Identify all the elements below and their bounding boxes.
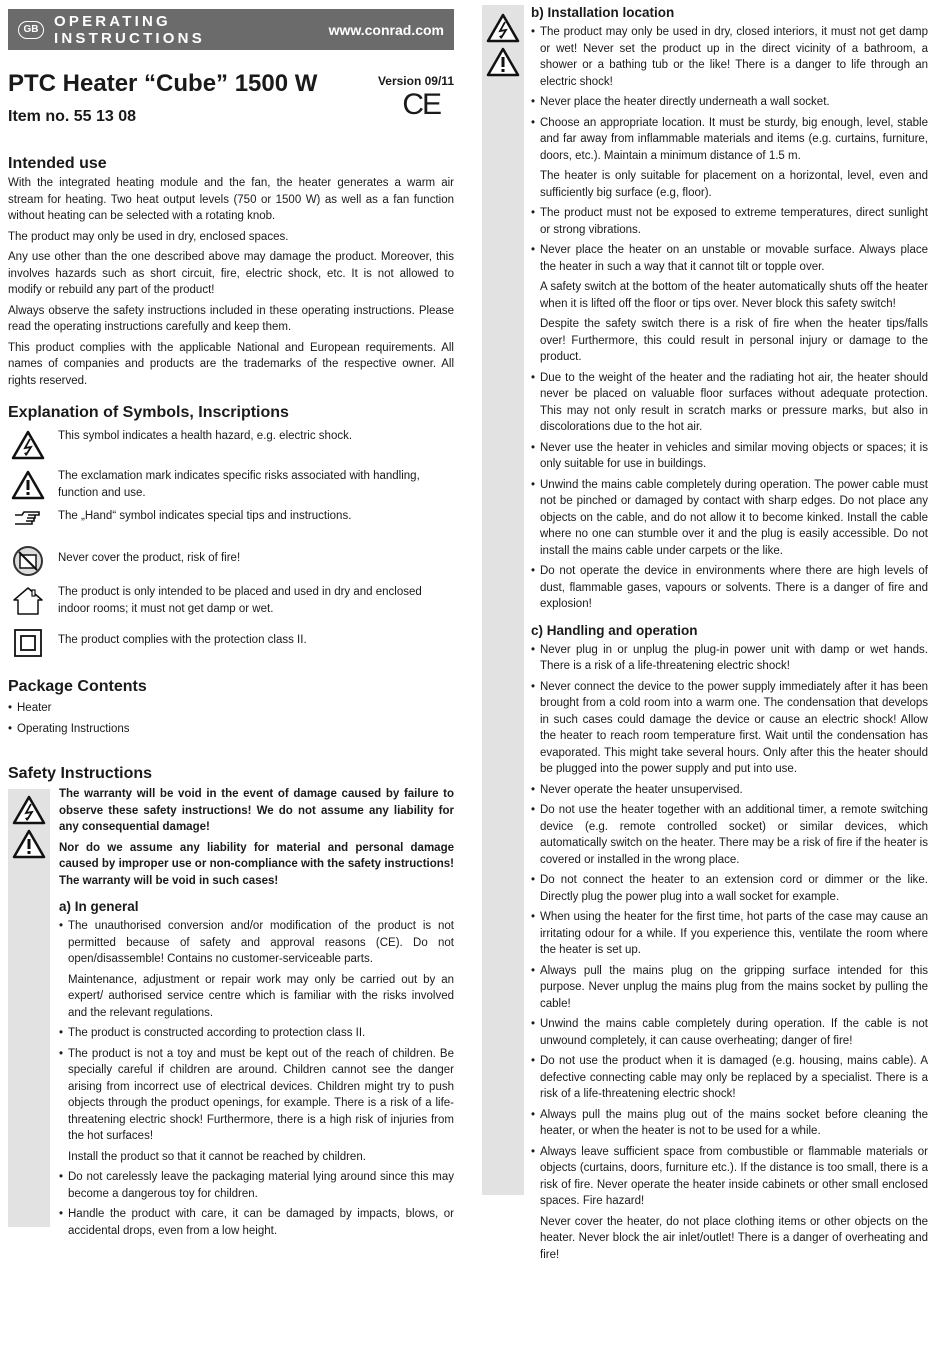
- exclamation-warning-icon: [486, 47, 520, 82]
- product-title: PTC Heater “Cube” 1500 W: [8, 70, 318, 97]
- symbol-description: The „Hand“ symbol indicates special tips and instructions.: [58, 510, 352, 522]
- header-banner: [8, 9, 454, 50]
- do-not-cover-icon: [8, 544, 48, 578]
- paragraph: Always observe the safety instructions included in these operating instructions. Please read the operating instructions carefully and keep them.: [8, 304, 454, 333]
- warning-sidebar: [8, 789, 50, 1227]
- symbol-description: The exclamation mark indicates specific risks associated with handling, function and use.: [58, 470, 420, 499]
- symbol-description: This symbol indicates a health hazard, e.g. electric shock.: [58, 430, 353, 442]
- list-item: • The product may only be used in dry, closed interiors, it must not get damp or wet! Never set the product up in the direct vicinity of a bathroom, a shower or a bathing tub or the like! There is a danger to life through an electric shock!: [531, 26, 928, 88]
- symbol-description: Never cover the product, risk of fire!: [58, 552, 241, 564]
- list-item: • Do not connect the heater to an extension cord or dimmer or the like. Directly plug the power plug into a wall socket for example.: [531, 874, 928, 903]
- exclamation-warning-icon: [12, 829, 46, 864]
- subsection-heading: a) In general: [59, 899, 139, 914]
- lightning-warning-icon: [12, 795, 46, 830]
- list-item: • The product is not a toy and must be kept out of the reach of children. Be specially careful if children are around. Children cannot see the danger arising from incorrect use of electrical devices. Children might try to push objects through the product openings, for example. There is a risk of a life-threatening electric shock! Furthermore, there is a high risk of injuries from the hot surfaces! Install the product so that it cannot be reached by children.: [59, 1047, 454, 1163]
- list-item: • Never plug in or unplug the plug-in power unit with damp or wet hands. There is a risk of a life-threatening electric shock!: [531, 643, 928, 672]
- list-item: • The product must not be exposed to extreme temperatures, direct sunlight or strong vibrations.: [531, 207, 928, 236]
- symbol-description: The product complies with the protection class II.: [58, 634, 307, 646]
- warning-text: Nor do we assume any liability for material and personal damage caused by improper use or non-compliance with the safety instructions! The warranty will be void in such cases!: [59, 841, 454, 887]
- list-item: • Never use the heater in vehicles and similar moving objects or spaces; it is only suitable for use in buildings.: [531, 441, 928, 470]
- safety-instructions-section: [8, 765, 454, 1237]
- paragraph: Any use other than the one described above may damage the product. Moreover, this involves hazards such as short circuit, fire, electric shock, etc. It is not allowed to modify or rebuild any part of the product!: [8, 251, 454, 296]
- list-item: • Due to the weight of the heater and the radiating hot air, the heater should never be placed on valuable floor surfaces without adequate protection. This may not only result in scratch marks or pressure marks, but also in discolorations due to the hot air.: [531, 371, 928, 433]
- protection-class-ii-icon: [8, 626, 48, 660]
- list-item: • The unauthorised conversion and/or modification of the product is not permitted because of safety and approval reasons (CE). Do not open/disassemble! Contains no customer-serviceable parts. Maintenance, adjustment or repair work may only be carried out by an expert/ authorised service centre which is familiar with the risks involved and the relevant regulations.: [59, 920, 454, 1019]
- list-item: • Operating Instructions: [8, 722, 130, 735]
- symbol-row: [8, 584, 454, 626]
- country-badge: GB: [18, 21, 44, 39]
- list-item: • Always leave sufficient space from combustible or flammable materials or objects (curtains, doors, furniture etc.). If the distance is too small, there is a risk of fire. Never operate the heater inside cabinets or other small enclosed spaces. Fire hazard! Never cover the heater, do not place clothing items or other objects on the heater. Never block the air inlet/outlet! There is a danger of overheating and fire!: [531, 1145, 928, 1261]
- ce-mark-icon: CE: [402, 88, 440, 121]
- item-number: Item no. 55 13 08: [8, 108, 137, 125]
- left-column: [8, 9, 454, 1237]
- symbol-row: [8, 508, 454, 544]
- version-label: Version 09/11: [377, 74, 454, 88]
- section-heading: Package Contents: [8, 678, 147, 695]
- exclamation-warning-icon: [8, 468, 48, 502]
- house-icon: [8, 584, 48, 618]
- list-item: • Unwind the mains cable completely during operation. The power cable must not be pinched or damaged by contact with sharp edges. Do not place any objects on the cable, and do not allow it to become kinked. Install the cable where no one can stumble over it and the plug is easily accessible. Do not install the mains cable under carpets or the like.: [531, 478, 928, 557]
- list-item: • Never place the heater on an unstable or movable surface. Always place the heater in such a way that it cannot tilt or topple over. A safety switch at the bottom of the heater automatically shuts off the heater when it is lifted off the floor or tips over. Never block this safety switch! Despite the safety switch there is a risk of fire when the heater tips/falls over! Furthermore, this could result in personal injury or damage to the product.: [531, 244, 928, 363]
- lightning-warning-icon: [486, 13, 520, 48]
- section-heading: Explanation of Symbols, Inscriptions: [8, 404, 289, 421]
- banner-title: OPERATING INSTRUCTIONS: [54, 12, 205, 47]
- intended-use-section: [8, 155, 454, 393]
- list-item: • Do not use the heater together with an additional timer, a remote switching device (e.g. remote controlled socket) or similar devices, which automatically switch on the heater. There may be a risk of fire if the heater is covered or installed in the wrong place.: [531, 804, 928, 866]
- warning-text: The warranty will be void in the event of damage caused by failure to observe these safety instructions! We do not assume any liability for any consequential damage!: [59, 788, 454, 833]
- list-item: • Never operate the heater unsupervised.: [531, 783, 743, 796]
- list-item: • Unwind the mains cable completely during operation. If the cable is not unwound completely, it can cause overheating; danger of fire!: [531, 1018, 928, 1047]
- symbol-row: [8, 428, 454, 468]
- list-item: • The product is constructed according to protection class II.: [59, 1027, 366, 1039]
- list-item: • Always pull the mains plug out of the mains socket before cleaning the heater, or when the heater is not to be used for a while.: [531, 1108, 928, 1137]
- warranty-warning: [59, 786, 454, 893]
- list-item: • Always pull the mains plug on the gripping surface intended for this purpose. Never unplug the mains plug from the mains socket by pulling the cable!: [531, 964, 928, 1010]
- subsection-heading: c) Handling and operation: [531, 622, 698, 638]
- lightning-warning-icon: [8, 428, 48, 462]
- paragraph: The product may only be used in dry, enclosed spaces.: [8, 230, 289, 243]
- symbol-description: The product is only intended to be placed and used in dry and enclosed indoor rooms; it must not get damp or wet.: [58, 586, 422, 615]
- list-item: • Never place the heater directly underneath a wall socket.: [531, 96, 830, 108]
- symbol-row: [8, 468, 454, 508]
- list-item: • Do not use the product when it is damaged (e.g. housing, mains cable). A defective connecting cable may only be replaced by a specialist. There is a risk of a life-threatening electric shock!: [531, 1055, 928, 1100]
- list-item: • Do not carelessly leave the packaging material lying around since this may become a dangerous toy for children.: [59, 1171, 454, 1200]
- list-item: • Heater: [8, 702, 52, 714]
- section-heading: Intended use: [8, 155, 107, 172]
- list-item: • Never connect the device to the power supply immediately after it has been brought from a cold room into a warm one. The condensation that develops in such cases could damage the device or cause an electric shock! Allow the heater to reach room temperature first. Wait until the condensation has evaporated. This might take several hours. Only after this the heater should be plugged into the power supply and put into use.: [531, 680, 928, 775]
- symbol-row: [8, 626, 454, 662]
- paragraph: With the integrated heating module and the fan, the heater generates a warm air stream for heating. Two heat output levels (750 or 1500 W) as well as a fan function without heating can be selected with a rotating knob.: [8, 177, 454, 222]
- website-link[interactable]: www.conrad.com: [328, 21, 444, 38]
- package-contents-section: [8, 678, 454, 737]
- symbols-section: [8, 404, 454, 662]
- paragraph: This product complies with the applicable National and European requirements. All names of companies and products are the trademarks of the respective owner. All rights reserved.: [8, 341, 454, 387]
- warning-sidebar: [482, 5, 524, 1195]
- list-item: • When using the heater for the first time, hot parts of the case may cause an irritating odour for a while. If you experience this, ventilate the room where the heater is set up.: [531, 911, 928, 956]
- general-subsection: [59, 899, 454, 1243]
- list-item: • Do not operate the device in environments where there are high levels of dust, flammable gases, vapours or solvents. There is a danger of fire and explosion!: [531, 565, 928, 610]
- subsection-heading: b) Installation location: [531, 5, 675, 20]
- pointing-hand-icon: [8, 508, 48, 528]
- list-item: • Choose an appropriate location. It must be sturdy, big enough, level, stable and far away from inflammable materials and items (e.g. curtains, furniture, doors, etc.). Maintain a minimum distance of 1.5 m. The heater is only suitable for placement on a horizontal, level, even and sufficiently big surface (e.g, floor).: [531, 116, 928, 199]
- symbol-row: [8, 544, 454, 584]
- right-content: [531, 5, 928, 1267]
- section-heading: Safety Instructions: [8, 765, 153, 782]
- list-item: • Handle the product with care, it can be damaged by impacts, blows, or accidental drops, even from a low height.: [59, 1208, 454, 1237]
- title-block: [8, 50, 454, 125]
